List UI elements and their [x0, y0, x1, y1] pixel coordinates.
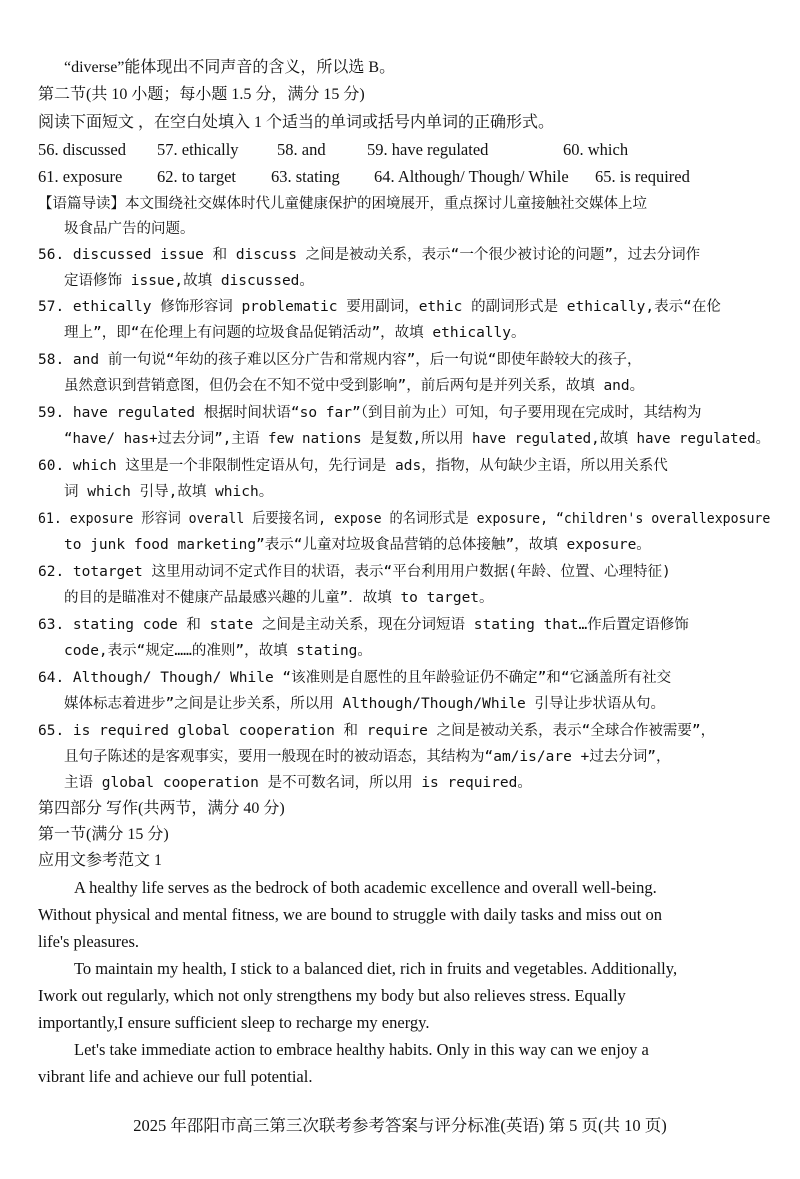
explanation-63: 63. stating code 和 state 之间是主动关系，现在分词短语 stating that…作后置定语修饰	[38, 617, 689, 633]
explanation-63-cont: code,表示“规定……的准则”，故填 stating。	[64, 643, 372, 659]
essay-paragraph-1: A healthy life serves as the bedrock of both academic excellence and overall well-being.	[74, 878, 657, 897]
essay-paragraph-2-cont: Iwork out regularly, which not only strengthens my body but also relieves stress. Equally	[38, 986, 626, 1005]
answer-row-2	[0, 167, 800, 187]
passage-guide: 【语篇导读】本文围绕社交媒体时代儿童健康保护的困境展开，重点探讨儿童接触社交媒体上垃	[38, 196, 647, 212]
section-heading: 第二节(共 10 小题；每小题 1.5 分，满分 15 分)	[38, 86, 365, 103]
essay-paragraph-1-cont: Without physical and mental fitness, we are bound to struggle with daily tasks and miss out on	[38, 905, 662, 924]
essay-paragraph-3: Let's take immediate action to embrace healthy habits. Only in this way can we enjoy a	[74, 1040, 649, 1059]
explanation-60: 60. which 这里是一个非限制性定语从句，先行词是 ads，指物，从句缺少主语，所以用关系代	[38, 458, 668, 474]
explanation-59-cont: “have/ has+过去分词”,主语 few nations 是复数,所以用 have regulated,故填 have regulated。	[64, 431, 770, 447]
answer-65: 65. is required	[595, 167, 690, 186]
essay-paragraph-2-end: importantly,I ensure sufficient sleep to recharge my energy.	[38, 1013, 430, 1032]
answer-63: 63. stating	[271, 167, 340, 186]
explanation-65-cont2: 主语 global cooperation 是不可数名词，所以用 is required。	[64, 775, 532, 791]
explanation-58: 58. and 前一句说“年幼的孩子难以区分广告和常规内容”，后一句说“即使年龄较大的孩子，	[38, 352, 642, 368]
sample-essay-title: 应用文参考范文 1	[38, 852, 163, 869]
answer-60: 60. which	[563, 140, 629, 159]
answer-58: 58. and	[277, 140, 326, 159]
answer-59: 59. have regulated	[367, 140, 489, 159]
explanation-58-cont: 虽然意识到营销意图，但仍会在不知不觉中受到影响”，前后两句是并列关系，故填 and。	[64, 378, 645, 394]
explanation-64-cont: 媒体标志着进步”之间是让步关系，所以用 Although/Though/While 引导让步状语从句。	[64, 696, 666, 712]
instruction-line: 阅读下面短文 ，在空白处填入 1 个适当的单词或括号内单词的正确形式。	[38, 114, 555, 131]
section-one-heading: 第一节(满分 15 分)	[38, 826, 169, 843]
explanation-59: 59. have regulated 根据时间状语“so far”（到目前为止）可知，句子要用现在完成时，其结构为	[38, 405, 702, 421]
essay-paragraph-3-end: vibrant life and achieve our full potential.	[38, 1067, 313, 1086]
explanation-56-cont: 定语修饰 issue,故填 discussed。	[64, 273, 314, 289]
essay-paragraph-2: To maintain my health, I stick to a balanced diet, rich in fruits and vegetables. Additionally,	[74, 959, 678, 978]
answer-62: 62. to target	[157, 167, 236, 186]
explanation-64: 64. Although/ Though/ While “该准则是自愿性的且年龄验证仍不确定”和“它涵盖所有社交	[38, 670, 672, 686]
explanation-62: 62. totarget 这里用动词不定式作目的状语，表示“平台利用用户数据(年龄、位置、心理特征)	[38, 564, 671, 580]
intro-line: “diverse”能体现出不同声音的含义，所以选 B。	[64, 59, 396, 76]
answer-57: 57. ethically	[157, 140, 239, 159]
explanation-65: 65. is required global cooperation 和 require 之间是被动关系，表示“全球合作被需要”，	[38, 723, 716, 739]
explanation-62-cont: 的目的是瞄准对不健康产品最感兴趣的儿童”．故填 to target。	[64, 590, 494, 606]
passage-guide-cont: 圾食品广告的问题。	[64, 221, 195, 237]
explanation-61: 61. exposure 形容词 overall 后要接名词, expose 的名词形式是 exposure, “children's overallexposure	[38, 511, 771, 527]
explanation-61-cont: to junk food marketing”表示“儿童对垃圾食品营销的总体接触”，故填 exposure。	[64, 537, 651, 553]
part-four-heading: 第四部分 写作(共两节，满分 40 分)	[38, 800, 285, 817]
page-footer: 2025 年邵阳市高三第三次联考参考答案与评分标准(英语) 第 5 页(共 10 页)	[133, 1116, 667, 1135]
answer-64: 64. Although/ Though/ While	[374, 167, 569, 186]
essay-paragraph-1-end: life's pleasures.	[38, 932, 140, 951]
explanation-56: 56. discussed issue 和 discuss 之间是被动关系，表示“一个很少被讨论的问题”，过去分词作	[38, 247, 701, 263]
explanation-65-cont: 且句子陈述的是客观事实，要用一般现在时的被动语态，其结构为“am/is/are +过去分词”，	[64, 749, 671, 765]
answer-row-1	[0, 140, 800, 160]
explanation-60-cont: 词 which 引导,故填 which。	[64, 484, 274, 500]
answer-61: 61. exposure	[38, 167, 123, 186]
explanation-57: 57. ethically 修饰形容词 problematic 要用副词，ethic 的副词形式是 ethically,表示“在伦	[38, 299, 721, 315]
explanation-57-cont: 理上”，即“在伦理上有问题的垃圾食品促销活动”，故填 ethically。	[64, 325, 526, 341]
answer-56: 56. discussed	[38, 140, 126, 159]
